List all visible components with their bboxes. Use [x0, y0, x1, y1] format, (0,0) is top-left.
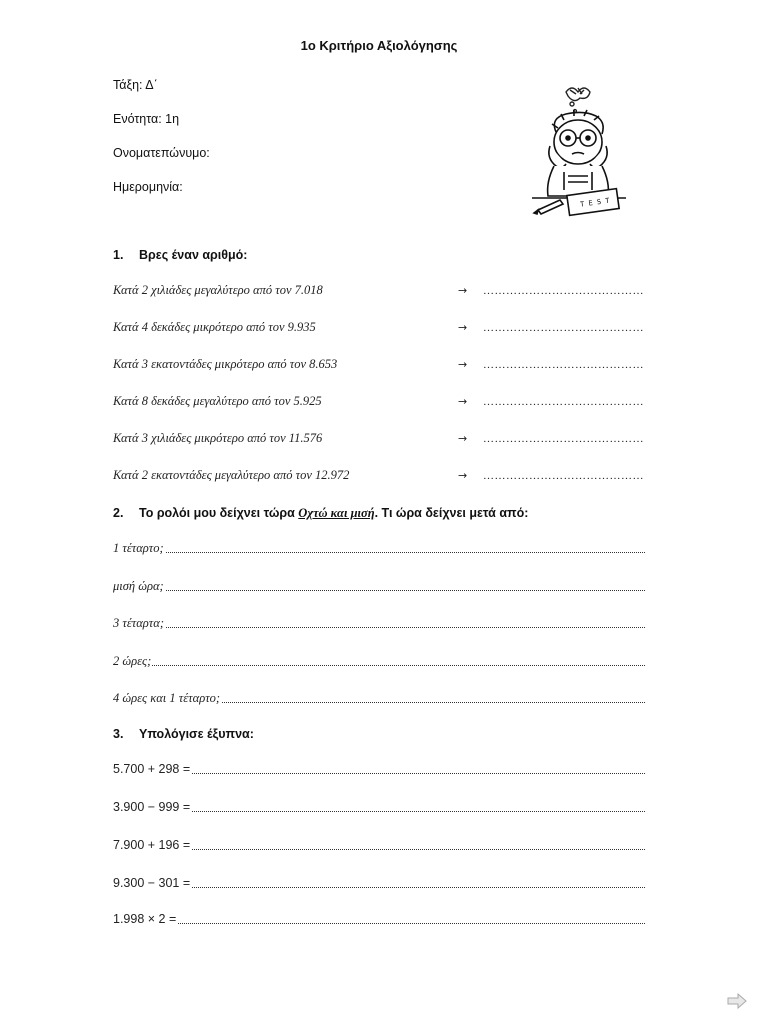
section-2-item-text: 3 τέταρτα;: [113, 616, 165, 630]
section-2-item-text: μισή ώρα;: [113, 579, 164, 593]
arrow-icon: →: [458, 469, 468, 482]
section-1-item: [113, 320, 644, 335]
arrow-icon: →: [458, 284, 468, 297]
arrow-icon: →: [458, 432, 468, 445]
section-2-item[interactable]: [113, 691, 645, 706]
section-3-heading: [113, 727, 254, 741]
section-2-item[interactable]: [113, 541, 645, 556]
answer-field[interactable]: ……………………………………: [483, 359, 644, 371]
section-1-item-text: Κατά 4 δεκάδες μικρότερο από τον 9.935: [113, 320, 316, 334]
section-1-item: [113, 283, 644, 298]
section-2-item[interactable]: [113, 654, 645, 669]
section-3-item-text: 1.998 × 2 =: [113, 912, 177, 926]
section-2-item-text: 1 τέταρτο;: [113, 541, 164, 555]
section-3-item[interactable]: [113, 800, 645, 815]
section-3-item[interactable]: [113, 876, 645, 891]
answer-dotted-line: [113, 849, 645, 850]
section-3-item[interactable]: [113, 838, 645, 853]
answer-field[interactable]: ……………………………………: [483, 470, 644, 482]
section-1-title: Βρες έναν αριθμό:: [139, 248, 248, 262]
answer-dotted-line: [113, 665, 645, 666]
answer-dotted-line: [113, 811, 645, 812]
answer-field[interactable]: ……………………………………: [483, 396, 644, 408]
section-3-title: Υπολόγισε έξυπνα:: [139, 727, 254, 741]
section-1-item-text: Κατά 2 εκατοντάδες μεγαλύτερο από τον 12.972: [113, 468, 350, 482]
page-title: 1ο Κριτήριο Αξιολόγησης: [300, 38, 458, 53]
answer-dotted-line: [113, 923, 645, 924]
name-label: Ονοματεπώνυμο:: [113, 146, 210, 160]
section-3-item-text: 5.700 + 298 =: [113, 762, 191, 776]
section-3-item[interactable]: [113, 912, 645, 927]
answer-dotted-line: [113, 590, 645, 591]
section-2-title-emphasis: Οχτώ και μισή: [298, 506, 375, 520]
section-1-item: [113, 357, 644, 372]
section-1-heading: [113, 248, 247, 262]
section-3-number: 3.: [113, 727, 124, 741]
section-2-item-text: 4 ώρες και 1 τέταρτο;: [113, 691, 221, 705]
answer-field[interactable]: ……………………………………: [483, 433, 644, 445]
section-1-item: [113, 431, 644, 446]
answer-field[interactable]: ……………………………………: [483, 322, 644, 334]
section-3-item[interactable]: [113, 762, 645, 777]
section-1-item: [113, 394, 644, 409]
arrow-icon: →: [458, 321, 468, 334]
section-2-title-pre: Το ρολόι μου δείχνει τώρα: [139, 506, 299, 520]
section-1-item-text: Κατά 2 χιλιάδες μεγαλύτερο από τον 7.018: [113, 283, 323, 297]
section-1-item-text: Κατά 3 εκατοντάδες μικρότερο από τον 8.653: [113, 357, 338, 371]
section-2-item-text: 2 ώρες;: [113, 654, 152, 668]
class-label: Τάξη: Δ΄: [113, 78, 158, 92]
section-3-item-text: 9.300 − 301 =: [113, 876, 191, 890]
svg-text:T E S T: T E S T: [579, 196, 611, 209]
section-2-item[interactable]: [113, 616, 645, 631]
answer-dotted-line: [113, 627, 645, 628]
answer-dotted-line: [113, 887, 645, 888]
section-2-title-post: . Τι ώρα δείχνει μετά από:: [374, 506, 529, 520]
section-1-number: 1.: [113, 248, 124, 262]
section-3-item-text: 3.900 − 999 =: [113, 800, 191, 814]
section-3-item-text: 7.900 + 196 =: [113, 838, 191, 852]
section-1-item: [113, 468, 644, 483]
section-1-item-text: Κατά 8 δεκάδες μεγαλύτερο από τον 5.925: [113, 394, 322, 408]
unit-label: Ενότητα: 1η: [113, 112, 180, 126]
section-1-item-text: Κατά 3 χιλιάδες μικρότερο από τον 11.576: [113, 431, 323, 445]
arrow-icon: →: [458, 395, 468, 408]
section-2-number: 2.: [113, 506, 124, 520]
section-2-item[interactable]: [113, 579, 645, 594]
student-thinking-illustration: [528, 80, 628, 220]
arrow-icon: →: [458, 358, 468, 371]
answer-dotted-line: [113, 773, 645, 774]
answer-field[interactable]: ……………………………………: [483, 285, 644, 297]
next-page-arrow-icon[interactable]: [726, 993, 748, 1009]
section-2-heading: [113, 506, 528, 521]
date-label: Ημερομηνία:: [113, 180, 183, 194]
answer-dotted-line: [113, 552, 645, 553]
